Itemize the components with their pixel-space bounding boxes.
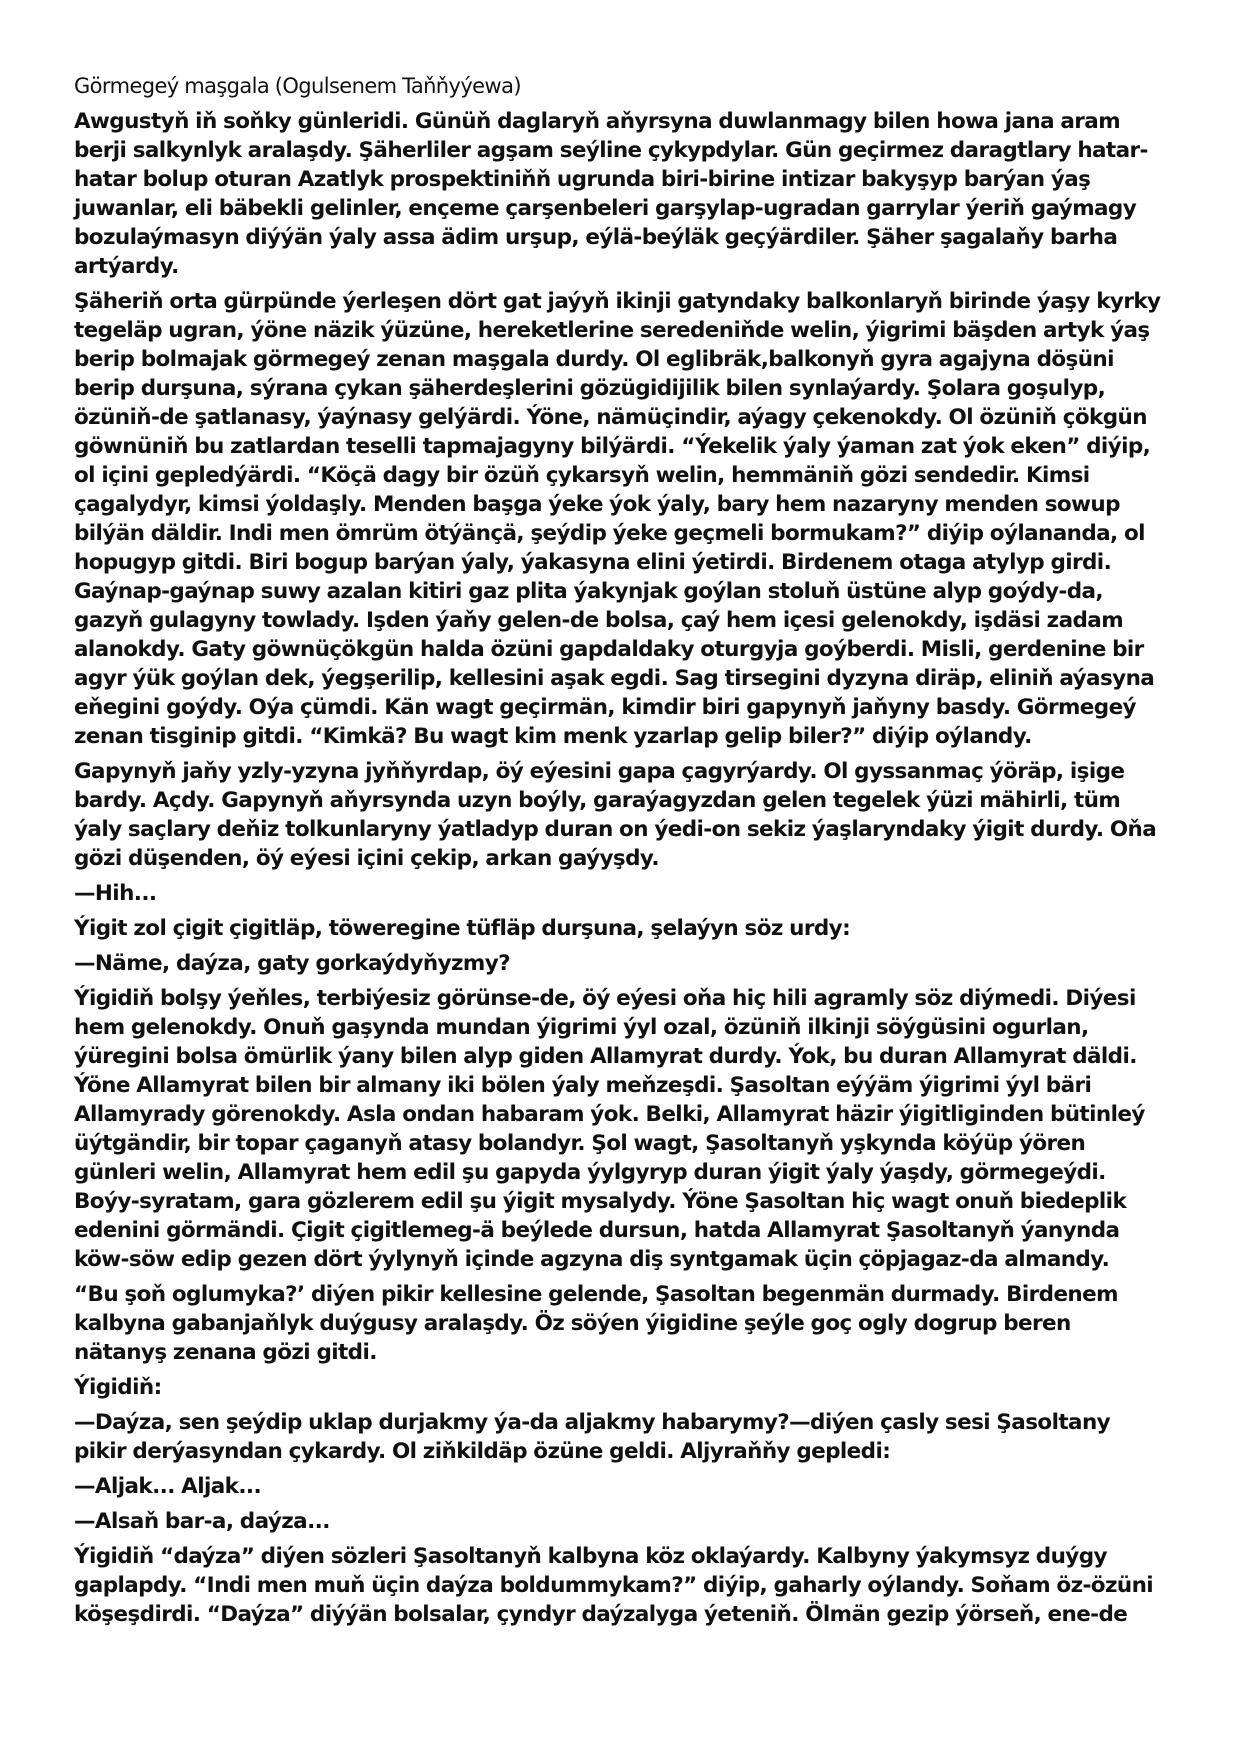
paragraph: Şäheriň orta gürpünde ýerleşen dört gat jaýyň ikinji gatyndaky balkonlaryň birinde ýaşy kyrky tegeläp ugran, ýöne näzik ýüzüne, hereketlerine seredeniňde welin, ýigrimi bäşden artyk ýaş berip bolmajak görmegeý zenan maşgala durdy. Ol eglibräk,balkonyň gyra agajyna döşüni berip durşuna, sýrana çykan şäherdeşlerini gözügidijilik bilen synlaýardy. Şolara goşulyp, özüniň-de şatlanasy, ýaýnasy gelýärdi. Ýöne, nämüçindir, aýagy çekenokdy. Ol özüniň çökgün göwnüniň bu zatlardan teselli tapmajagyny bilýärdi. “Ýekelik ýaly ýaman zat ýok eken” diýip, ol içini gepledýärdi. “Köçä dagy bir özüň çykarsyň welin, hemmäniň gözi sendedir. Kimsi çagalydyr, kimsi ýoldaşly. Menden başga ýeke ýok ýaly, bary hem nazaryny menden sowup bilýän däldir. Indi men ömrüm ötýänçä, şeýdip ýeke geçmeli bormukam?” diýip oýlananda, ol hopugyp gitdi. Biri bogup barýan ýaly, ýakasyna elini ýetirdi. Birdenem otaga atylyp girdi. Gaýnap-gaýnap suwy azalan kitiri gaz plita ýakynjak goýlan stoluň üstüne alyp goýdy-da, gazyň gulagyny towlady. Işden ýaňy gelen-de bolsa, çaý hem içesi gelenokdy, işdäsi zadam alanokdy. Gaty göwnüçökgün halda özüni gapdaldaky oturgyja goýberdi. Misli, gerdenine bir agyr ýük goýlan dek, ýegşerilip, kellesini aşak egdi. Sag tirsegini dyzyna diräp, eliniň aýasyna eňegini goýdy. Oýa çümdi. Kän wagt geçirmän, kimdir biri gapynyň jaňyny basdy. Görmegeý zenan tisginip gitdi. “Kimkä? Bu wagt kim menk yzarlap gelip biler?” diýip oýlandy. [74, 289, 1161, 749]
paragraph: Gapynyň jaňy yzly-yzyna jyňňyrdap, öý eýesini gapa çagyrýardy. Ol gyssanmaç ýöräp, işige bardy. Açdy. Gapynyň aňyrsynda uzyn boýly, garaýagyzdan gelen tegelek ýüzi mähirli, tüm ýaly saçlary deňiz tolkunlaryny ýatladyp duran on ýedi-on sekiz ýaşlaryndaky ýigit durdy. Oňa gözi düşenden, öý eýesi içini çekip, arkan gaýyşdy. [74, 759, 1157, 871]
dialogue-line: —Aljak... Aljak... [74, 1474, 262, 1499]
document-title: Görmegeý maşgala (Ogulsenem Taňňyýewa) [74, 74, 521, 98]
paragraph: Ýigidiň “daýza” diýen sözleri Şasoltanyň kalbyna köz oklaýardy. Kalbyny ýakymsyz duýgy gaplapdy. “Indi men muň üçin daýza boldummykam?” diýip, gaharly oýlandy. Soňam öz-özüni köşeşdirdi. “Daýza” diýýän bolsalar, çyndyr daýzalyga ýeteniň. Ölmän gezip ýörseň, ene-de [74, 1544, 1154, 1627]
dialogue-line: —Hih... [74, 881, 157, 906]
paragraph: Ýigit zol çigit çigitläp, töweregine tüfläp durşuna, şelaýyn söz urdy: [74, 916, 851, 941]
paragraph: “Bu şoň oglumyka?’ diýen pikir kellesine gelende, Şasoltan begenmän durmady. Birdenem kalbyna gabanjaňlyk duýgusy aralaşdy. Öz söýen ýigidine şeýle goç ogly dogrup beren nätanyş zenana gözi gitdi. [74, 1282, 1118, 1365]
dialogue-line: —Alsaň bar-a, daýza... [74, 1509, 330, 1534]
dialogue-line: —Näme, daýza, gaty gorkaýdyňyzmy? [74, 951, 510, 976]
document-body [74, 107, 1168, 1629]
paragraph: Awgustyň iň soňky günleridi. Günüň daglaryň aňyrsyna duwlanmagy bilen howa jana aram berji salkynlyk aralaşdy. Şäherliler agşam seýline çykypdylar. Gün geçirmez daragtlary hatar-hatar bolup oturan Azatlyk prospektiniňň ugrunda biri-birine intizar bakyşyp barýan ýaş juwanlar, eli bäbekli gelinler, ençeme çarşenbeleri garşylap-ugradan garrylar ýeriň gaýmagy bozulaýmasyn diýýän ýaly assa ädim urşup, eýlä-beýläk geçýärdiler. Şäher şagalaňy barha artýardy. [74, 109, 1148, 279]
paragraph: Ýigidiň: [74, 1375, 162, 1400]
dialogue-line: —Daýza, sen şeýdip uklap durjakmy ýa-da aljakmy habarymy?—diýen çasly sesi Şasoltany pikir derýasyndan çykardy. Ol ziňkildäp özüne geldi. Aljyraňňy gepledi: [74, 1410, 1111, 1464]
paragraph: Ýigidiň bolşy ýeňles, terbiýesiz görünse-de, öý eýesi oňa hiç hili agramly söz diýmedi. Diýesi hem gelenokdy. Onuň gaşynda mundan ýigrimi ýyl ozal, özüniň ilkinji söýgüsini ogurlan, ýüregini bolsa ömürlik ýany bilen alyp giden Allamyrat durdy. Ýok, bu duran Allamyrat däldi. Ýöne Allamyrat bilen bir almany iki bölen ýaly meňzeşdi. Şasoltan eýýäm ýigrimi ýyl bäri Allamyrady görenokdy. Asla ondan habaram ýok. Belki, Allamyrat häzir ýigitliginden bütinleý üýtgändir, bir topar çaganyň atasy bolandyr. Şol wagt, Şasoltanyň yşkynda köýüp ýören günleri welin, Allamyrat hem edil şu gapyda ýylgyryp duran ýigit ýaly ýaşdy, görmegeýdi. Boýy-syratam, gara gözlerem edil şu ýigit mysalydy. Ýöne Şasoltan hiç wagt onuň biedeplik edenini görmändi. Çigit çigitlemeg-ä beýlede dursun, hatda Allamyrat Şasoltanyň ýanynda köw-söw edip gezen dört ýylynyň içinde agzyna diş syntgamak üçin çöpjagaz-da almandy. [74, 986, 1145, 1272]
